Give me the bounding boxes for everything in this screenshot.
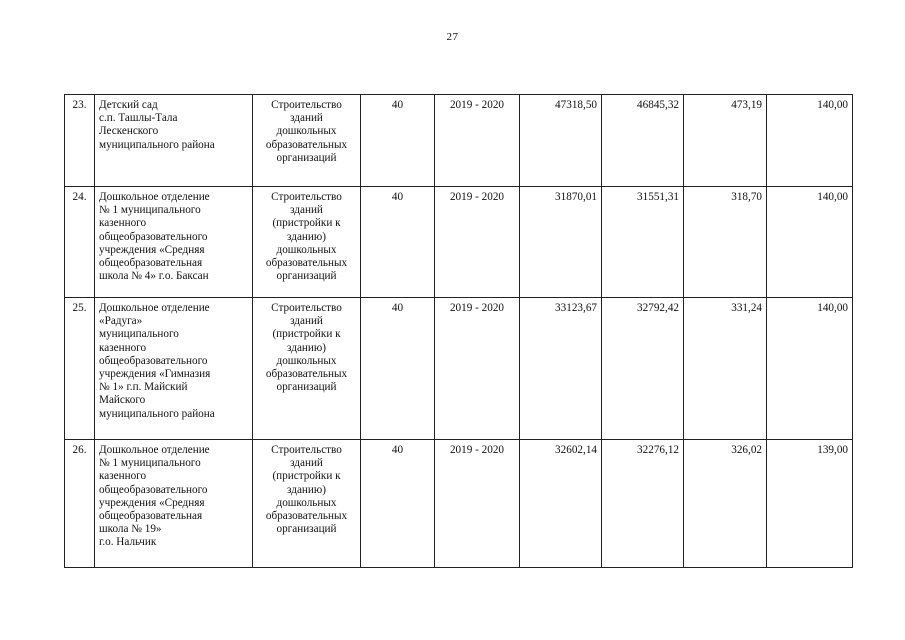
- period: 2019 - 2020: [435, 440, 520, 568]
- row-number: 24.: [65, 187, 95, 298]
- row-number: 25.: [65, 298, 95, 440]
- total-amount: 47318,50: [520, 95, 602, 187]
- total-amount: 33123,67: [520, 298, 602, 440]
- row-number: 26.: [65, 440, 95, 568]
- federal-amount: 46845,32: [602, 95, 684, 187]
- federal-amount: 32276,12: [602, 440, 684, 568]
- work-type: Строительство зданий (пристройки к зданию) дошкольных образовательных организаций: [253, 187, 361, 298]
- local-amount: 140,00: [767, 95, 853, 187]
- object-name: Дошкольное отделение № 1 муниципального казенного общеобразовательного учреждения «Средняя общеобразовательная школа № 4» г.о. Баксан: [95, 187, 253, 298]
- object-name: Дошкольное отделение «Радуга» муниципального казенного общеобразовательного учреждения «Гимназия № 1» г.п. Майский Майского муниципального района: [95, 298, 253, 440]
- work-type: Строительство зданий (пристройки к зданию) дошкольных образовательных организаций: [253, 440, 361, 568]
- regional-amount: 331,24: [684, 298, 767, 440]
- local-amount: 139,00: [767, 440, 853, 568]
- period: 2019 - 2020: [435, 95, 520, 187]
- total-amount: 32602,14: [520, 440, 602, 568]
- table-row: [65, 187, 853, 298]
- period: 2019 - 2020: [435, 298, 520, 440]
- total-amount: 31870,01: [520, 187, 602, 298]
- objects-table: [64, 94, 853, 568]
- work-type: Строительство зданий дошкольных образовательных организаций: [253, 95, 361, 187]
- places-count: 40: [361, 440, 435, 568]
- regional-amount: 326,02: [684, 440, 767, 568]
- regional-amount: 473,19: [684, 95, 767, 187]
- places-count: 40: [361, 187, 435, 298]
- work-type: Строительство зданий (пристройки к зданию) дошкольных образовательных организаций: [253, 298, 361, 440]
- object-name: Дошкольное отделение № 1 муниципального казенного общеобразовательного учреждения «Средняя общеобразовательная школа № 19» г.о. Нальчик: [95, 440, 253, 568]
- federal-amount: 31551,31: [602, 187, 684, 298]
- table-row: [65, 298, 853, 440]
- period: 2019 - 2020: [435, 187, 520, 298]
- local-amount: 140,00: [767, 298, 853, 440]
- regional-amount: 318,70: [684, 187, 767, 298]
- table-row: [65, 95, 853, 187]
- local-amount: 140,00: [767, 187, 853, 298]
- object-name: Детский сад с.п. Ташлы-Тала Лескенского муниципального района: [95, 95, 253, 187]
- table-row: [65, 440, 853, 568]
- row-number: 23.: [65, 95, 95, 187]
- places-count: 40: [361, 95, 435, 187]
- places-count: 40: [361, 298, 435, 440]
- page-number: 27: [446, 31, 459, 43]
- federal-amount: 32792,42: [602, 298, 684, 440]
